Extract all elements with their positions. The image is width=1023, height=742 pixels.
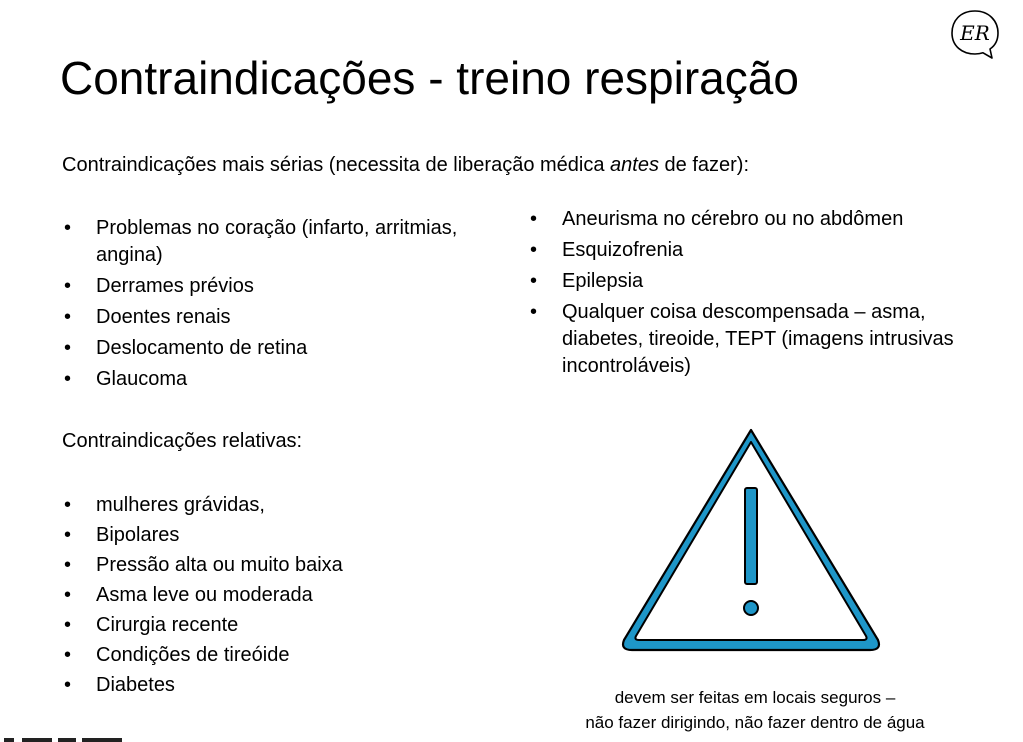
relative-heading: Contraindicações relativas: [62,430,303,452]
bullet: • [64,494,72,516]
list-item [62,520,482,550]
logo-text: ER [960,21,990,45]
serious-intro [62,152,882,179]
list-item-text: Bipolares [96,524,180,546]
bullet: • [64,554,72,576]
list-item [62,490,482,520]
list-item-text: Cirurgia recente [96,614,239,636]
list-item [62,215,482,269]
bullet: • [64,674,72,696]
list-item [62,366,482,393]
list-item [62,550,482,580]
bullet: • [64,644,72,666]
bullet: • [64,524,72,546]
footer-note [520,685,990,735]
list-item [62,580,482,610]
list-item-text: Deslocamento de retina [96,337,308,359]
list-item-text: Derrames prévios [96,275,254,297]
list-item-text: Epilepsia [562,270,644,292]
intro-emphasis: antes [610,154,659,176]
list-item [62,335,482,362]
bullet: • [64,337,72,359]
slide-title: Contraindicações - treino respiração [60,52,799,104]
serious-list-right [528,206,968,384]
cropped-text-remnant [0,735,130,742]
serious-list-left [62,215,482,397]
list-item-text: Doentes renais [96,306,231,328]
bullet: • [530,270,538,292]
list-item [528,237,968,264]
bullet: • [64,614,72,636]
bullet: • [530,239,538,261]
warning-triangle-icon [620,426,882,656]
list-item-text: Glaucoma [96,368,188,390]
footer-note-line2: não fazer dirigindo, não fazer dentro de água [585,713,925,732]
list-item [528,299,968,380]
footer-note-line1: devem ser feitas em locais seguros – [614,688,896,707]
bullet: • [530,301,538,323]
bullet: • [64,584,72,606]
list-item [62,670,482,700]
er-logo-icon [948,8,1002,60]
list-item-text: Esquizofrenia [562,239,684,261]
list-item-text: mulheres grávidas, [96,494,265,516]
intro-suffix: de fazer): [658,154,750,176]
list-item [62,640,482,670]
list-item [528,268,968,295]
list-item [62,304,482,331]
relative-list [62,490,482,700]
list-item [528,206,968,233]
list-item-text: Aneurisma no cérebro ou no abdômen [562,208,904,230]
bullet: • [64,368,72,390]
list-item-text: Diabetes [96,674,175,696]
list-item-text: Asma leve ou moderada [96,584,313,606]
list-item-text: Condições de tireóide [96,644,290,666]
bullet: • [64,275,72,297]
bullet: • [530,208,538,230]
list-item-text: Problemas no coração (infarto, arritmias, angina) [96,217,458,266]
list-item [62,610,482,640]
list-item-text: Pressão alta ou muito baixa [96,554,343,576]
bullet: • [64,217,72,239]
list-item-text: Qualquer coisa descompensada – asma, diabetes, tireoide, TEPT (imagens intrusivas incontroláveis) [562,301,954,377]
intro-prefix: Contraindicações mais sérias (necessita de liberação médica [62,154,611,176]
bullet: • [64,306,72,328]
list-item [62,273,482,300]
